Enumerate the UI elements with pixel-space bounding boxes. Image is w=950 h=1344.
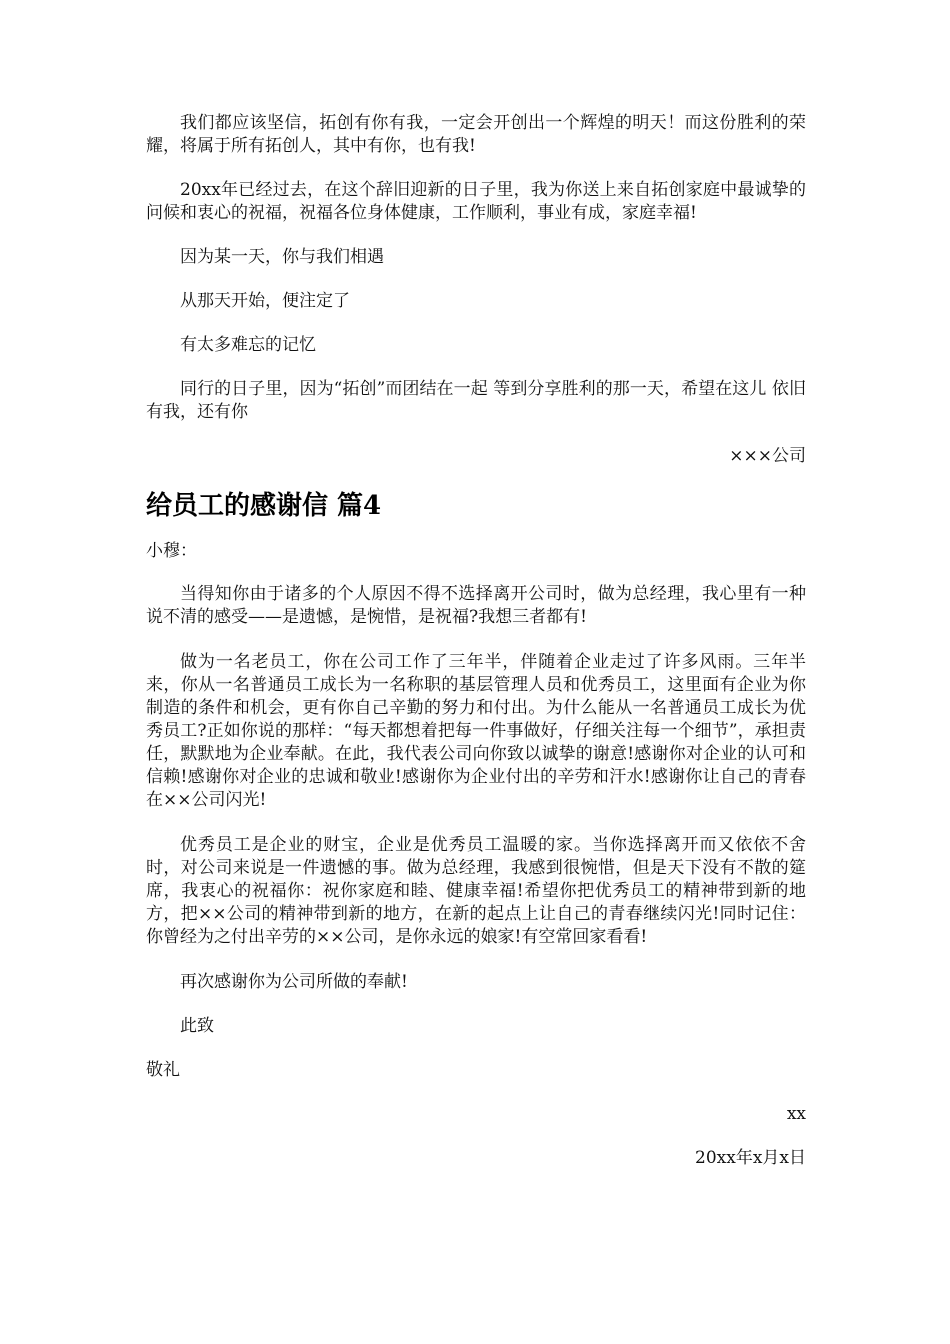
paragraph: 再次感谢你为公司所做的奉献! xyxy=(180,972,408,992)
paragraph: 因为某一天，你与我们相遇 xyxy=(180,247,384,267)
closing-line: 此致 xyxy=(180,1016,214,1036)
signer: xx xyxy=(786,1104,806,1124)
paragraph: 有太多难忘的记忆 xyxy=(180,335,316,355)
closing-salute: 敬礼 xyxy=(146,1060,180,1080)
paragraph: 从那天开始，便注定了 xyxy=(180,291,350,311)
paragraph: 做为一名老员工，你在公司工作了三年半，伴随着企业走过了许多风雨。三年半来，你从一名普通员工成长为一名称职的基层管理人员和优秀员工，这里面有企业为你制造的条件和机会，更有你自己辛勤的努力和付出。为什么能从一名普通员工成长为优秀员工?正如你说的那样：“每天都想着把每一件事做好，仔细关注每一个细节”，承担责任，默默地为企业奉献。在此，我代表公司向你致以诚挚的谢意!感谢你对企业的认可和信赖!感谢你对企业的忠诚和敬业!感谢你为企业付出的辛劳和汗水!感谢你让自己的青春在××公司闪光! xyxy=(146,652,806,810)
document-page xyxy=(146,112,806,1170)
paragraph: 20xx年已经过去，在这个辞旧迎新的日子里，我为你送上来自拓创家庭中最诚挚的问候和衷心的祝福，祝福各位身体健康，工作顺利，事业有成，家庭幸福! xyxy=(146,180,806,223)
paragraph: 我们都应该坚信，拓创有你有我，一定会开创出一个辉煌的明天！而这份胜利的荣耀，将属于所有拓创人，其中有你，也有我! xyxy=(146,113,806,156)
company-signature: ×××公司 xyxy=(729,446,806,466)
paragraph: 当得知你由于诸多的个人原因不得不选择离开公司时，做为总经理，我心里有一种说不清的感受——是遗憾，是惋惜，是祝福?我想三者都有! xyxy=(146,584,806,627)
date: 20xx年x月x日 xyxy=(695,1148,806,1168)
paragraph: 同行的日子里，因为“拓创”而团结在一起 等到分享胜利的那一天，希望在这儿 依旧有我，还有你 xyxy=(146,379,806,422)
salutation: 小穆： xyxy=(146,541,197,561)
section-title: 给员工的感谢信 篇4 xyxy=(146,491,382,521)
paragraph: 优秀员工是企业的财宝，企业是优秀员工温暖的家。当你选择离开而又依依不舍时，对公司来说是一件遗憾的事。做为总经理，我感到很惋惜，但是天下没有不散的筵席，我衷心的祝福你：祝你家庭和睦、健康幸福!希望你把优秀员工的精神带到新的地方，把××公司的精神带到新的地方，在新的起点上让自己的青春继续闪光!同时记住：你曾经为之付出辛劳的××公司，是你永远的娘家!有空常回家看看! xyxy=(146,835,806,947)
